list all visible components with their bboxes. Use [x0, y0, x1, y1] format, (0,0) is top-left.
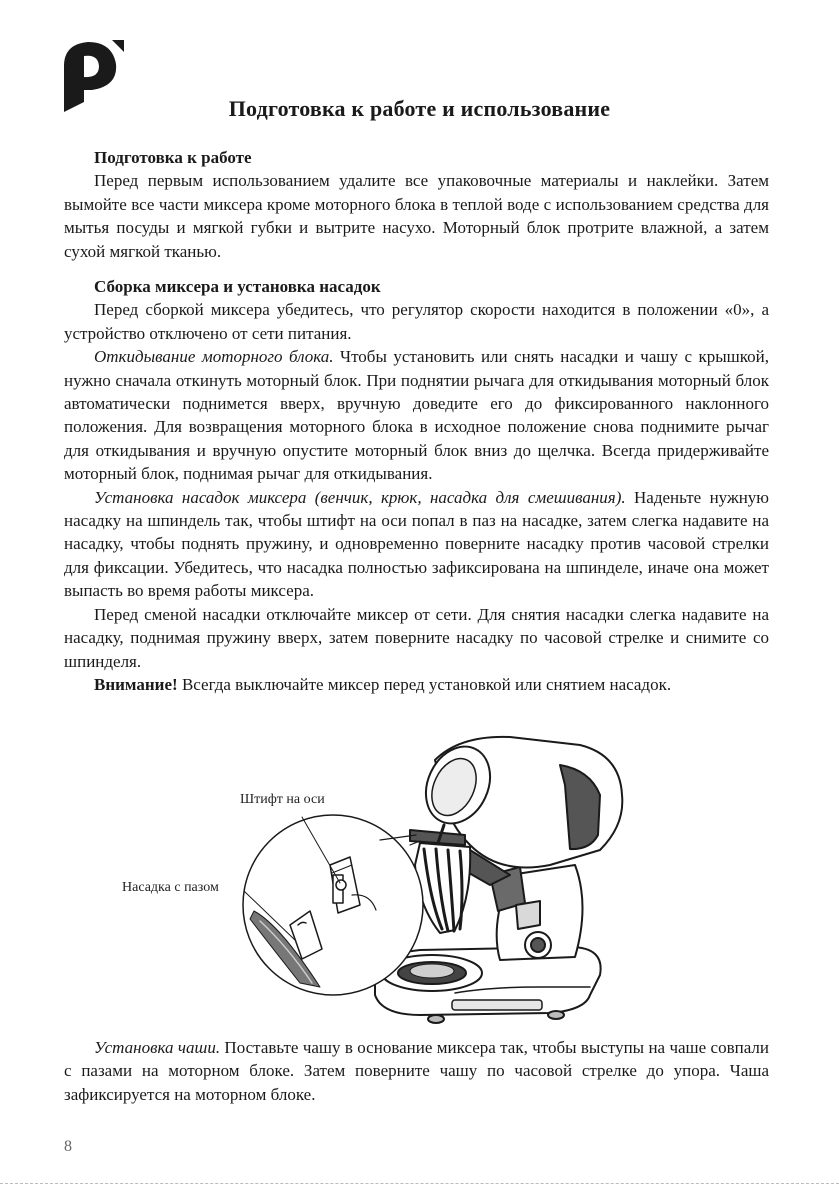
page-number: 8	[64, 1138, 72, 1155]
italic-lead: Установка чаши.	[94, 1038, 221, 1057]
page-title: Подготовка к работе и использование	[228, 96, 611, 121]
section-preparation	[64, 146, 769, 263]
paragraph: Перед первым использованием удалите все упаковочные материалы и наклейки. Затем вымойте все части миксера кроме моторного блока в теплой воде с использованием средства для мытья посуды и мягкой губки и вытрите насухо. Моторный блок протрите влажной, а затем сухой мягкой тканью.	[64, 171, 769, 261]
label-groove: Насадка с пазом	[122, 880, 219, 895]
paragraph-text: Наденьте нужную насадку на шпиндель так, чтобы штифт на оси попал в паз на насадке, затем слегка надавите на насадку, чтобы поднять пружину, и одновременно поверните насадку против часовой стрелки для фиксации. Убедитесь, что насадка полностью зафиксирована на шпинделе, иначе она может выпасть во время работы миксера.	[64, 487, 769, 601]
paragraph-text: Чтобы установить или снять насадки и чашу с крышкой, нужно сначала откинуть моторный блок. При поднятии рычага для откидывания моторный блок автоматически поднимется вверх, вручную доведите его до фиксированного наклонного положения. Для возвращения моторного блока в исходное положение снова поднимите рычаг для откидывания и вручную опустите моторный блок вниз до щелчка. Всегда придерживайте моторный блок, поднимая рычаг для откидывания.	[64, 347, 770, 484]
page-edge-divider	[0, 1183, 839, 1184]
italic-lead: Установка насадок миксера (венчик, крюк, насадка для смешивания).	[94, 487, 626, 507]
paragraph: Перед сменой насадки отключайте миксер от сети. Для снятия насадки слегка надавите на насадку, поднимая пружину вверх, затем поверните насадку по часовой стрелке и снимите со шпинделя.	[64, 604, 769, 671]
italic-lead: Откидывание моторного блока.	[94, 347, 334, 367]
section-heading: Подготовка к работе	[94, 148, 252, 167]
paragraph-text: Всегда выключайте миксер перед установкой или снятием насадок.	[177, 674, 672, 694]
warning-paragraph	[64, 673, 769, 696]
paragraph	[64, 486, 769, 603]
paragraph	[64, 1036, 769, 1106]
section-assembly	[64, 275, 769, 696]
warning-label: Внимание!	[94, 674, 178, 694]
section-bowl	[64, 1036, 769, 1106]
paragraph: Перед сборкой миксера убедитесь, что регулятор скорости находится в положении «0», а устройство отключено от сети питания.	[64, 300, 769, 343]
paragraph-text: Поставьте чашу в основание миксера так, чтобы выступы на чаше совпали с пазами на моторном блоке. Затем поверните чашу по часовой стрелке до упора. Чаша зафиксируется на моторном блоке.	[64, 1038, 769, 1104]
paragraph	[64, 345, 769, 485]
section-heading: Сборка миксера и установка насадок	[94, 277, 381, 296]
label-pin: Штифт на оси	[240, 792, 325, 807]
